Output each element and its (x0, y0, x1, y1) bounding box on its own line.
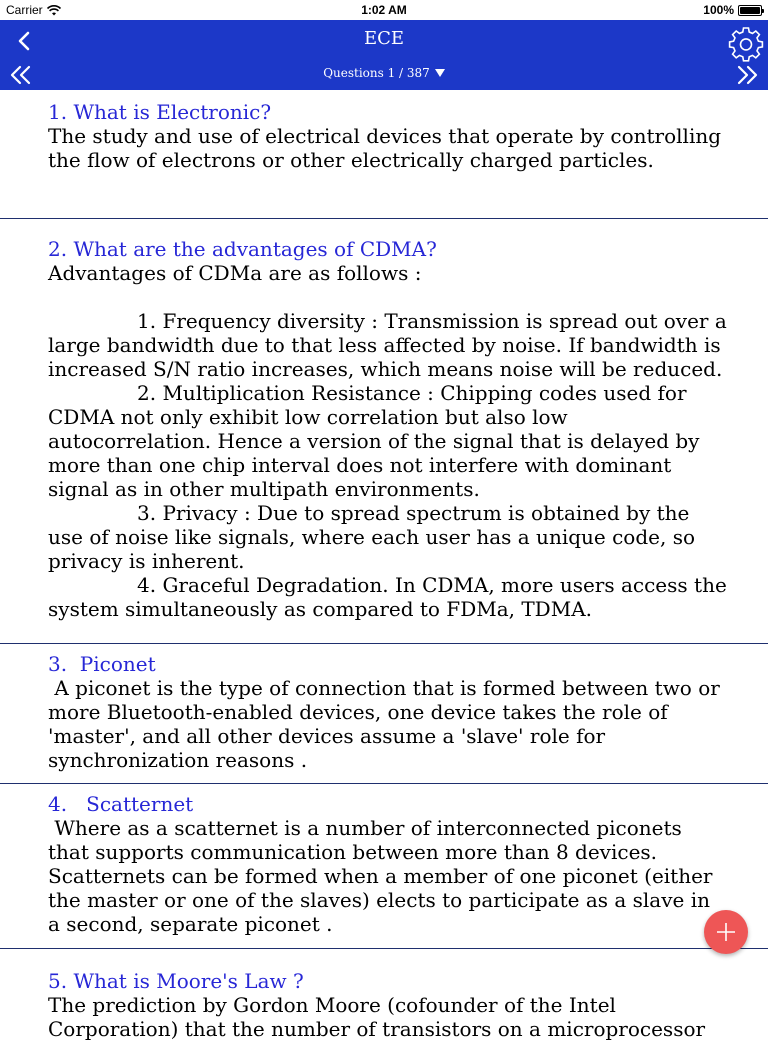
question-title: 2. What are the advantages of CDMA? (48, 237, 437, 261)
battery-icon (738, 5, 762, 16)
question-card[interactable] (0, 90, 768, 219)
answer-text: The study and use of electrical devices that operate by controlling the flow of electrons or other electrically charged particles. (48, 124, 728, 172)
question-counter: Questions 1 / 387 (323, 66, 430, 80)
battery-level (740, 7, 760, 14)
plus-icon (715, 921, 737, 943)
answer-text: A piconet is the type of connection that is formed between two or more Bluetooth-enabled devices, one device takes the role of 'master', and all other devices assume a 'slave' role for synchronization reasons . (48, 676, 727, 772)
gear-icon (726, 24, 766, 64)
carrier-label: Carrier (6, 3, 43, 17)
triangle-down-icon (435, 69, 445, 77)
question-card[interactable] (0, 784, 768, 949)
question-title: 4. Scatternet (48, 792, 194, 816)
question-selector[interactable] (0, 66, 768, 80)
answer-text: Where as a scatternet is a number of interconnected piconets that supports communication between more than 8 devices. Scatternets can be formed when a member of one piconet (either the master or one of the slaves) elects to participate as a slave in a second, separate piconet . (48, 816, 719, 936)
double-chevron-right-icon (734, 64, 760, 86)
question-card[interactable] (0, 644, 768, 784)
clock: 1:02 AM (361, 3, 407, 17)
question-card[interactable] (0, 219, 768, 644)
question-title: 1. What is Electronic? (48, 100, 272, 124)
battery-status (703, 3, 762, 17)
question-title: 5. What is Moore's Law ? (48, 969, 304, 993)
battery-percent: 100% (703, 3, 734, 17)
next-page-button[interactable] (734, 64, 760, 86)
page-title: ECE (363, 28, 405, 49)
add-button[interactable] (704, 910, 748, 954)
answer-text: Advantages of CDMa are as follows : 1. Frequency diversity : Transmission is spread out over a large bandwidth due to that less affected by noise. If bandwidth is increased S/N ratio increases, which means noise will be reduced. 2. Multiplication Resistance : Chipping codes used for CDMA not only exhibit low correlation but also low autocorrelation. Hence a version of the signal that is delayed by more than one chip interval does not interfere with dominant signal as in other multipath environments. 3. Privacy : Due to spread spectrum is obtained by the use of noise like signals, where each user has a unique code, so privacy is inherent. 4. Graceful Degradation. In CDMA, more users access the system simultaneously as compared to FDMa, TDMA. (48, 261, 727, 621)
question-card[interactable] (0, 949, 768, 1049)
answer-text: The prediction by Gordon Moore (cofounder of the Intel Corporation) that the number of transistors on a microprocessor (48, 993, 706, 1041)
question-list[interactable] (0, 90, 768, 1041)
question-title: 3. Piconet (48, 652, 156, 676)
status-bar (0, 0, 768, 20)
settings-button[interactable] (726, 24, 766, 64)
navigation-bar (0, 20, 768, 90)
